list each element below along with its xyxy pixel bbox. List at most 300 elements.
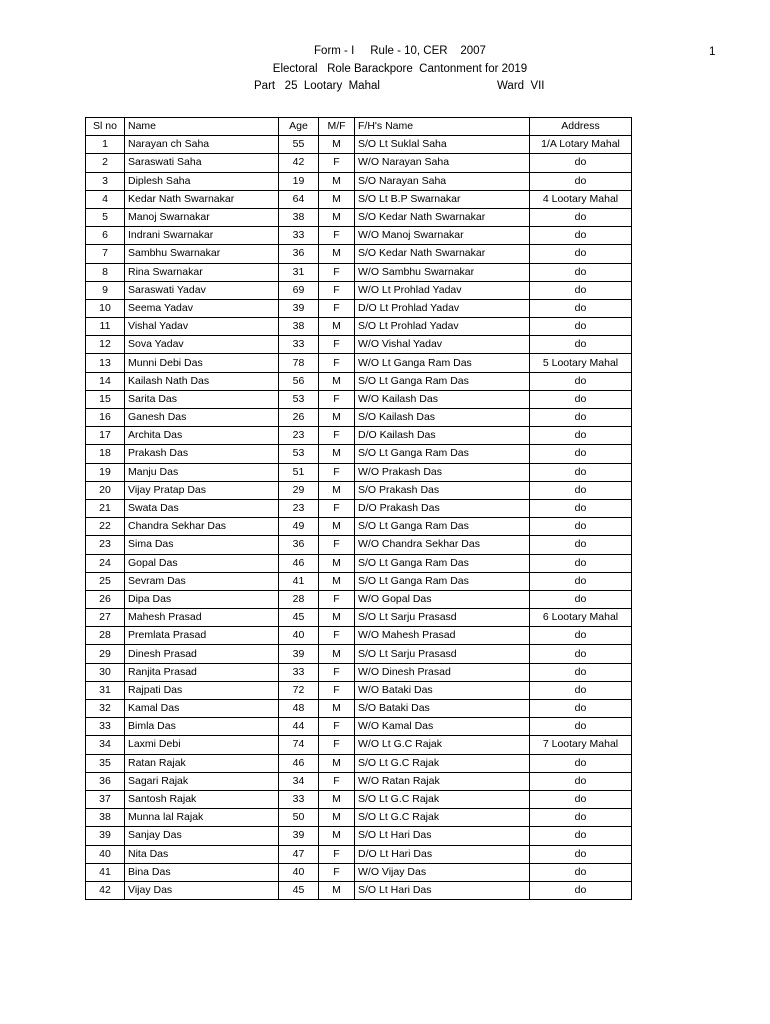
cell-age: 51 bbox=[279, 463, 319, 481]
cell-father-husband-name: S/O Lt Ganga Ram Das bbox=[355, 518, 530, 536]
cell-gender: F bbox=[319, 627, 355, 645]
cell-gender: F bbox=[319, 299, 355, 317]
table-row bbox=[86, 154, 632, 172]
cell-address: do bbox=[530, 790, 632, 808]
cell-father-husband-name: S/O Kedar Nath Swarnakar bbox=[355, 208, 530, 226]
ward-label: Ward VII bbox=[497, 80, 545, 92]
cell-age: 33 bbox=[279, 663, 319, 681]
cell-age: 29 bbox=[279, 481, 319, 499]
cell-sl-no: 21 bbox=[86, 499, 125, 517]
cell-name: Sambhu Swarnakar bbox=[125, 245, 279, 263]
cell-father-husband-name: S/O Bataki Das bbox=[355, 700, 530, 718]
table-row bbox=[86, 754, 632, 772]
table-row bbox=[86, 772, 632, 790]
cell-father-husband-name: S/O Lt G.C Rajak bbox=[355, 790, 530, 808]
cell-gender: F bbox=[319, 772, 355, 790]
cell-sl-no: 41 bbox=[86, 863, 125, 881]
table-row bbox=[86, 590, 632, 608]
cell-sl-no: 18 bbox=[86, 445, 125, 463]
cell-name: Sarita Das bbox=[125, 390, 279, 408]
cell-address: do bbox=[530, 390, 632, 408]
cell-name: Bina Das bbox=[125, 863, 279, 881]
cell-father-husband-name: W/O Vishal Yadav bbox=[355, 336, 530, 354]
cell-name: Indrani Swarnakar bbox=[125, 227, 279, 245]
cell-sl-no: 7 bbox=[86, 245, 125, 263]
cell-address: do bbox=[530, 336, 632, 354]
table-row bbox=[86, 445, 632, 463]
cell-name: Laxmi Debi bbox=[125, 736, 279, 754]
cell-address: do bbox=[530, 845, 632, 863]
cell-age: 55 bbox=[279, 136, 319, 154]
cell-name: Kamal Das bbox=[125, 700, 279, 718]
voter-table-head bbox=[86, 118, 632, 136]
cell-gender: F bbox=[319, 736, 355, 754]
cell-name: Manoj Swarnakar bbox=[125, 208, 279, 226]
cell-name: Vijay Das bbox=[125, 881, 279, 899]
cell-name: Archita Das bbox=[125, 427, 279, 445]
cell-sl-no: 33 bbox=[86, 718, 125, 736]
cell-address: do bbox=[530, 863, 632, 881]
table-row bbox=[86, 190, 632, 208]
table-row bbox=[86, 281, 632, 299]
cell-address: do bbox=[530, 227, 632, 245]
cell-age: 28 bbox=[279, 590, 319, 608]
cell-sl-no: 37 bbox=[86, 790, 125, 808]
table-row bbox=[86, 518, 632, 536]
table-row bbox=[86, 809, 632, 827]
cell-age: 39 bbox=[279, 299, 319, 317]
cell-address: do bbox=[530, 627, 632, 645]
cell-father-husband-name: S/O Prakash Das bbox=[355, 481, 530, 499]
cell-name: Dipa Das bbox=[125, 590, 279, 608]
cell-age: 23 bbox=[279, 499, 319, 517]
table-row bbox=[86, 627, 632, 645]
cell-age: 39 bbox=[279, 645, 319, 663]
cell-father-husband-name: W/O Kamal Das bbox=[355, 718, 530, 736]
cell-sl-no: 9 bbox=[86, 281, 125, 299]
cell-age: 46 bbox=[279, 554, 319, 572]
cell-name: Saraswati Saha bbox=[125, 154, 279, 172]
electoral-roll-title: Electoral Role Barackpore Cantonment for 2019 bbox=[272, 63, 528, 75]
table-row bbox=[86, 700, 632, 718]
table-row bbox=[86, 536, 632, 554]
cell-gender: M bbox=[319, 136, 355, 154]
cell-gender: M bbox=[319, 409, 355, 427]
cell-father-husband-name: S/O Lt Ganga Ram Das bbox=[355, 372, 530, 390]
cell-father-husband-name: W/O Gopal Das bbox=[355, 590, 530, 608]
cell-age: 38 bbox=[279, 208, 319, 226]
table-row bbox=[86, 299, 632, 317]
cell-age: 56 bbox=[279, 372, 319, 390]
cell-name: Ratan Rajak bbox=[125, 754, 279, 772]
cell-sl-no: 35 bbox=[86, 754, 125, 772]
cell-father-husband-name: W/O Sambhu Swarnakar bbox=[355, 263, 530, 281]
cell-gender: M bbox=[319, 881, 355, 899]
table-row bbox=[86, 845, 632, 863]
cell-address: do bbox=[530, 318, 632, 336]
table-row bbox=[86, 481, 632, 499]
cell-sl-no: 13 bbox=[86, 354, 125, 372]
cell-gender: M bbox=[319, 372, 355, 390]
cell-gender: M bbox=[319, 790, 355, 808]
cell-sl-no: 19 bbox=[86, 463, 125, 481]
cell-age: 74 bbox=[279, 736, 319, 754]
cell-sl-no: 8 bbox=[86, 263, 125, 281]
cell-gender: F bbox=[319, 427, 355, 445]
cell-name: Nita Das bbox=[125, 845, 279, 863]
cell-name: Sima Das bbox=[125, 536, 279, 554]
cell-address: do bbox=[530, 518, 632, 536]
cell-father-husband-name: D/O Lt Prohlad Yadav bbox=[355, 299, 530, 317]
cell-sl-no: 40 bbox=[86, 845, 125, 863]
cell-sl-no: 11 bbox=[86, 318, 125, 336]
cell-address: 1/A Lotary Mahal bbox=[530, 136, 632, 154]
cell-father-husband-name: W/O Mahesh Prasad bbox=[355, 627, 530, 645]
cell-father-husband-name: S/O Lt G.C Rajak bbox=[355, 754, 530, 772]
cell-address: 4 Lootary Mahal bbox=[530, 190, 632, 208]
cell-age: 44 bbox=[279, 718, 319, 736]
cell-father-husband-name: W/O Ratan Rajak bbox=[355, 772, 530, 790]
cell-gender: M bbox=[319, 809, 355, 827]
cell-father-husband-name: S/O Lt Prohlad Yadav bbox=[355, 318, 530, 336]
cell-gender: M bbox=[319, 172, 355, 190]
cell-age: 36 bbox=[279, 536, 319, 554]
table-row bbox=[86, 336, 632, 354]
cell-age: 33 bbox=[279, 336, 319, 354]
cell-father-husband-name: W/O Kailash Das bbox=[355, 390, 530, 408]
cell-age: 39 bbox=[279, 827, 319, 845]
cell-address: do bbox=[530, 463, 632, 481]
table-row bbox=[86, 736, 632, 754]
cell-gender: M bbox=[319, 827, 355, 845]
cell-father-husband-name: W/O Narayan Saha bbox=[355, 154, 530, 172]
header-row bbox=[86, 118, 632, 136]
cell-gender: F bbox=[319, 499, 355, 517]
cell-gender: F bbox=[319, 863, 355, 881]
table-row bbox=[86, 554, 632, 572]
table-row bbox=[86, 863, 632, 881]
cell-sl-no: 17 bbox=[86, 427, 125, 445]
cell-father-husband-name: S/O Lt Sarju Prasasd bbox=[355, 645, 530, 663]
cell-age: 36 bbox=[279, 245, 319, 263]
col-header-father-husband-name: F/H's Name bbox=[355, 118, 530, 136]
cell-gender: F bbox=[319, 154, 355, 172]
cell-address: 7 Lootary Mahal bbox=[530, 736, 632, 754]
cell-father-husband-name: W/O Lt Ganga Ram Das bbox=[355, 354, 530, 372]
cell-address: do bbox=[530, 281, 632, 299]
cell-father-husband-name: W/O Lt Prohlad Yadav bbox=[355, 281, 530, 299]
cell-name: Swata Das bbox=[125, 499, 279, 517]
cell-gender: M bbox=[319, 190, 355, 208]
cell-address: do bbox=[530, 645, 632, 663]
cell-name: Kedar Nath Swarnakar bbox=[125, 190, 279, 208]
cell-age: 33 bbox=[279, 790, 319, 808]
cell-address: do bbox=[530, 208, 632, 226]
cell-father-husband-name: W/O Bataki Das bbox=[355, 681, 530, 699]
cell-gender: M bbox=[319, 208, 355, 226]
table-row bbox=[86, 227, 632, 245]
cell-address: 5 Lootary Mahal bbox=[530, 354, 632, 372]
cell-father-husband-name: S/O Lt Sarju Prasasd bbox=[355, 609, 530, 627]
cell-name: Diplesh Saha bbox=[125, 172, 279, 190]
cell-address: do bbox=[530, 172, 632, 190]
cell-sl-no: 29 bbox=[86, 645, 125, 663]
cell-age: 34 bbox=[279, 772, 319, 790]
table-row bbox=[86, 245, 632, 263]
cell-name: Vijay Pratap Das bbox=[125, 481, 279, 499]
cell-age: 45 bbox=[279, 881, 319, 899]
cell-sl-no: 30 bbox=[86, 663, 125, 681]
cell-address: do bbox=[530, 427, 632, 445]
cell-father-husband-name: D/O Prakash Das bbox=[355, 499, 530, 517]
cell-name: Santosh Rajak bbox=[125, 790, 279, 808]
table-row bbox=[86, 318, 632, 336]
col-header-sl-no: Sl no bbox=[86, 118, 125, 136]
cell-name: Dinesh Prasad bbox=[125, 645, 279, 663]
col-header-age: Age bbox=[279, 118, 319, 136]
cell-address: do bbox=[530, 481, 632, 499]
cell-sl-no: 16 bbox=[86, 409, 125, 427]
cell-address: do bbox=[530, 809, 632, 827]
cell-sl-no: 36 bbox=[86, 772, 125, 790]
cell-address: do bbox=[530, 445, 632, 463]
cell-father-husband-name: W/O Lt G.C Rajak bbox=[355, 736, 530, 754]
cell-age: 48 bbox=[279, 700, 319, 718]
cell-address: do bbox=[530, 536, 632, 554]
cell-name: Munna lal Rajak bbox=[125, 809, 279, 827]
cell-name: Saraswati Yadav bbox=[125, 281, 279, 299]
cell-name: Sagari Rajak bbox=[125, 772, 279, 790]
form-rule-line: Form - I Rule - 10, CER 2007 bbox=[314, 45, 486, 57]
cell-name: Seema Yadav bbox=[125, 299, 279, 317]
cell-name: Ranjita Prasad bbox=[125, 663, 279, 681]
cell-father-husband-name: S/O Lt G.C Rajak bbox=[355, 809, 530, 827]
table-row bbox=[86, 645, 632, 663]
table-row bbox=[86, 718, 632, 736]
cell-gender: M bbox=[319, 609, 355, 627]
cell-sl-no: 32 bbox=[86, 700, 125, 718]
cell-address: do bbox=[530, 772, 632, 790]
cell-sl-no: 27 bbox=[86, 609, 125, 627]
cell-name: Bimla Das bbox=[125, 718, 279, 736]
table-row bbox=[86, 463, 632, 481]
cell-father-husband-name: S/O Lt Ganga Ram Das bbox=[355, 572, 530, 590]
cell-sl-no: 25 bbox=[86, 572, 125, 590]
table-row bbox=[86, 172, 632, 190]
table-row bbox=[86, 208, 632, 226]
cell-father-husband-name: S/O Kedar Nath Swarnakar bbox=[355, 245, 530, 263]
cell-age: 19 bbox=[279, 172, 319, 190]
table-row bbox=[86, 572, 632, 590]
cell-father-husband-name: S/O Narayan Saha bbox=[355, 172, 530, 190]
cell-gender: M bbox=[319, 445, 355, 463]
cell-sl-no: 34 bbox=[86, 736, 125, 754]
cell-address: do bbox=[530, 572, 632, 590]
table-row bbox=[86, 663, 632, 681]
table-row bbox=[86, 790, 632, 808]
cell-father-husband-name: S/O Lt Ganga Ram Das bbox=[355, 445, 530, 463]
cell-father-husband-name: S/O Lt Suklal Saha bbox=[355, 136, 530, 154]
cell-sl-no: 39 bbox=[86, 827, 125, 845]
cell-gender: M bbox=[319, 518, 355, 536]
cell-address: do bbox=[530, 409, 632, 427]
cell-sl-no: 10 bbox=[86, 299, 125, 317]
table-row bbox=[86, 609, 632, 627]
cell-address: 6 Lootary Mahal bbox=[530, 609, 632, 627]
cell-father-husband-name: S/O Lt B.P Swarnakar bbox=[355, 190, 530, 208]
cell-address: do bbox=[530, 663, 632, 681]
cell-gender: F bbox=[319, 390, 355, 408]
cell-father-husband-name: W/O Prakash Das bbox=[355, 463, 530, 481]
cell-age: 31 bbox=[279, 263, 319, 281]
cell-father-husband-name: W/O Vijay Das bbox=[355, 863, 530, 881]
cell-age: 40 bbox=[279, 863, 319, 881]
table-row bbox=[86, 263, 632, 281]
page-number: 1 bbox=[709, 46, 716, 58]
cell-age: 26 bbox=[279, 409, 319, 427]
cell-name: Chandra Sekhar Das bbox=[125, 518, 279, 536]
cell-address: do bbox=[530, 245, 632, 263]
cell-sl-no: 31 bbox=[86, 681, 125, 699]
cell-name: Sanjay Das bbox=[125, 827, 279, 845]
cell-sl-no: 3 bbox=[86, 172, 125, 190]
cell-address: do bbox=[530, 263, 632, 281]
cell-sl-no: 26 bbox=[86, 590, 125, 608]
cell-gender: F bbox=[319, 718, 355, 736]
cell-gender: M bbox=[319, 645, 355, 663]
cell-address: do bbox=[530, 554, 632, 572]
cell-gender: M bbox=[319, 481, 355, 499]
cell-sl-no: 20 bbox=[86, 481, 125, 499]
cell-age: 41 bbox=[279, 572, 319, 590]
cell-sl-no: 12 bbox=[86, 336, 125, 354]
cell-address: do bbox=[530, 754, 632, 772]
cell-name: Premlata Prasad bbox=[125, 627, 279, 645]
cell-address: do bbox=[530, 299, 632, 317]
col-header-name: Name bbox=[125, 118, 279, 136]
cell-sl-no: 28 bbox=[86, 627, 125, 645]
cell-name: Prakash Das bbox=[125, 445, 279, 463]
cell-gender: F bbox=[319, 463, 355, 481]
cell-sl-no: 5 bbox=[86, 208, 125, 226]
cell-gender: M bbox=[319, 554, 355, 572]
cell-name: Gopal Das bbox=[125, 554, 279, 572]
table-row bbox=[86, 372, 632, 390]
table-row bbox=[86, 409, 632, 427]
cell-age: 53 bbox=[279, 390, 319, 408]
cell-name: Manju Das bbox=[125, 463, 279, 481]
cell-age: 49 bbox=[279, 518, 319, 536]
cell-gender: M bbox=[319, 572, 355, 590]
cell-address: do bbox=[530, 681, 632, 699]
cell-sl-no: 15 bbox=[86, 390, 125, 408]
cell-age: 53 bbox=[279, 445, 319, 463]
table-row bbox=[86, 136, 632, 154]
cell-gender: F bbox=[319, 227, 355, 245]
cell-father-husband-name: W/O Chandra Sekhar Das bbox=[355, 536, 530, 554]
cell-gender: M bbox=[319, 245, 355, 263]
cell-age: 46 bbox=[279, 754, 319, 772]
voter-table bbox=[85, 117, 632, 900]
cell-gender: F bbox=[319, 336, 355, 354]
cell-sl-no: 2 bbox=[86, 154, 125, 172]
cell-father-husband-name: S/O Lt Ganga Ram Das bbox=[355, 554, 530, 572]
cell-gender: F bbox=[319, 590, 355, 608]
cell-age: 40 bbox=[279, 627, 319, 645]
cell-name: Kailash Nath Das bbox=[125, 372, 279, 390]
cell-name: Mahesh Prasad bbox=[125, 609, 279, 627]
cell-name: Sova Yadav bbox=[125, 336, 279, 354]
cell-sl-no: 4 bbox=[86, 190, 125, 208]
cell-name: Rina Swarnakar bbox=[125, 263, 279, 281]
table-row bbox=[86, 354, 632, 372]
cell-address: do bbox=[530, 154, 632, 172]
table-row bbox=[86, 427, 632, 445]
cell-age: 42 bbox=[279, 154, 319, 172]
cell-gender: F bbox=[319, 281, 355, 299]
cell-address: do bbox=[530, 700, 632, 718]
cell-name: Ganesh Das bbox=[125, 409, 279, 427]
cell-gender: M bbox=[319, 700, 355, 718]
voter-table-body bbox=[86, 136, 632, 900]
table-row bbox=[86, 390, 632, 408]
cell-address: do bbox=[530, 881, 632, 899]
cell-sl-no: 6 bbox=[86, 227, 125, 245]
col-header-address: Address bbox=[530, 118, 632, 136]
cell-sl-no: 14 bbox=[86, 372, 125, 390]
cell-age: 78 bbox=[279, 354, 319, 372]
cell-sl-no: 1 bbox=[86, 136, 125, 154]
cell-gender: M bbox=[319, 318, 355, 336]
cell-gender: F bbox=[319, 845, 355, 863]
cell-sl-no: 23 bbox=[86, 536, 125, 554]
cell-name: Sevram Das bbox=[125, 572, 279, 590]
cell-gender: M bbox=[319, 754, 355, 772]
cell-gender: F bbox=[319, 354, 355, 372]
cell-age: 45 bbox=[279, 609, 319, 627]
cell-father-husband-name: W/O Manoj Swarnakar bbox=[355, 227, 530, 245]
part-label: Part 25 Lootary Mahal bbox=[254, 80, 380, 92]
cell-name: Vishal Yadav bbox=[125, 318, 279, 336]
cell-father-husband-name: S/O Kailash Das bbox=[355, 409, 530, 427]
cell-gender: F bbox=[319, 681, 355, 699]
cell-gender: F bbox=[319, 663, 355, 681]
cell-age: 33 bbox=[279, 227, 319, 245]
table-row bbox=[86, 681, 632, 699]
document-header bbox=[0, 0, 770, 110]
table-row bbox=[86, 827, 632, 845]
cell-age: 38 bbox=[279, 318, 319, 336]
cell-age: 72 bbox=[279, 681, 319, 699]
cell-gender: F bbox=[319, 536, 355, 554]
cell-sl-no: 42 bbox=[86, 881, 125, 899]
cell-gender: F bbox=[319, 263, 355, 281]
cell-address: do bbox=[530, 590, 632, 608]
cell-father-husband-name: W/O Dinesh Prasad bbox=[355, 663, 530, 681]
cell-name: Narayan ch Saha bbox=[125, 136, 279, 154]
cell-father-husband-name: S/O Lt Hari Das bbox=[355, 827, 530, 845]
table-row bbox=[86, 881, 632, 899]
col-header-gender: M/F bbox=[319, 118, 355, 136]
cell-sl-no: 38 bbox=[86, 809, 125, 827]
table-row bbox=[86, 499, 632, 517]
cell-address: do bbox=[530, 372, 632, 390]
cell-father-husband-name: D/O Kailash Das bbox=[355, 427, 530, 445]
cell-father-husband-name: D/O Lt Hari Das bbox=[355, 845, 530, 863]
cell-sl-no: 24 bbox=[86, 554, 125, 572]
cell-sl-no: 22 bbox=[86, 518, 125, 536]
cell-age: 23 bbox=[279, 427, 319, 445]
